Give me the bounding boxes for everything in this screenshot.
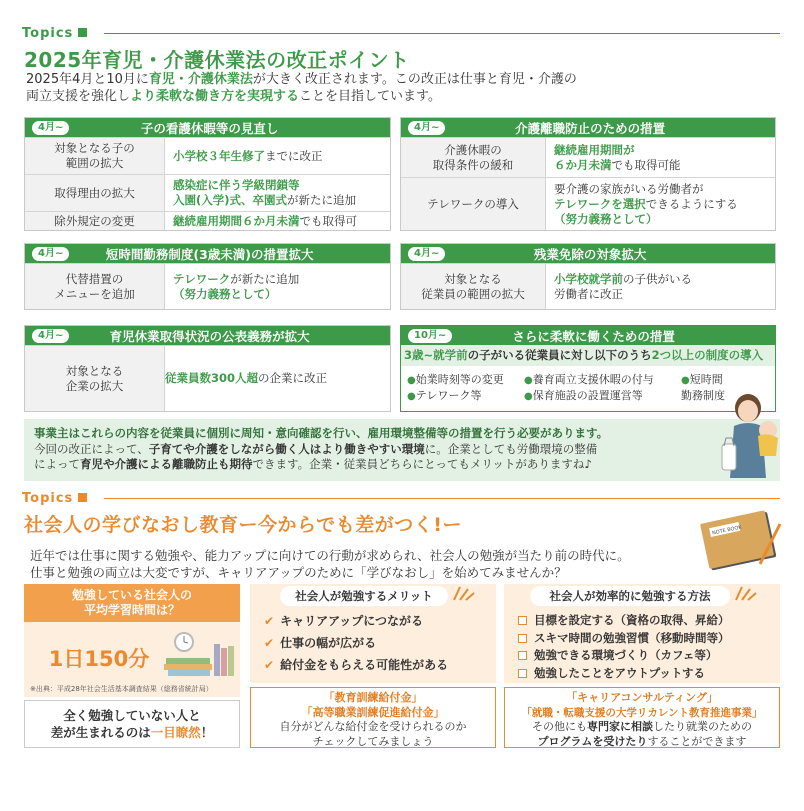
study-gap-box: 全く勉強していない人と 差が生まれるのは一目瞭然！ bbox=[24, 700, 240, 748]
table-row bbox=[401, 177, 775, 230]
subsidy-box: 「教育訓練給付金」 「高等職業訓練促進給付金」 自分がどんな給付金を受けられるのか チェックしてみましょう bbox=[250, 687, 496, 748]
row-label: テレワークの導入 bbox=[401, 178, 546, 230]
list-item: 目標を設定する（資格の取得、昇給） bbox=[518, 612, 730, 630]
intro-text: 近年では仕事に関する勉強や、能力アップに向けての行動が求められ、社会人の勉強が当たり前の時代に。 仕事と勉強の両立は大変ですが、キャリアアップのために「学びなおし」を始めてみませんか？ bbox=[30, 548, 630, 580]
divider bbox=[104, 33, 780, 34]
square-icon bbox=[78, 493, 87, 502]
intro-text: 2025年4月と10月に育児・介護休業法が大きく改正されます。この改正は仕事と育児・介護の 両立支援を強化しより柔軟な働き方を実現することを目指しています。 bbox=[26, 72, 577, 104]
table-row bbox=[25, 345, 390, 411]
methods-list bbox=[518, 612, 730, 682]
source-note: ※出典：平成28年社会生活基本調査結果（総務省統計局） bbox=[30, 685, 213, 693]
consulting-box: 「キャリアコンサルティング」 「就職・転職支援の大学リカレント教育推進事業」 その他にも専門家に相談したり就業のための プログラムを受けたりすることができます bbox=[504, 687, 780, 748]
month-badge: 4月~ bbox=[32, 329, 69, 343]
note-line: によって育児や介護による離職防止も期待できます。企業・従業員どちらにとってもメリットがありますね♪ bbox=[34, 457, 592, 471]
list-item: ●保育施設の設置運営等 bbox=[524, 389, 643, 402]
list-item: スキマ時間の勉強習慣（移動時間等） bbox=[518, 630, 730, 648]
row-label: 除外規定の変更 bbox=[25, 212, 165, 230]
row-label: 対象となる 従業員の範囲の拡大 bbox=[401, 264, 546, 309]
row-label: 取得理由の拡大 bbox=[25, 175, 165, 211]
list-item: ✔ 仕事の幅が広がる bbox=[264, 636, 377, 650]
list-item: ●始業時刻等の変更 bbox=[407, 373, 504, 386]
list-item: ✔ 給付金をもらえる可能性がある bbox=[264, 658, 449, 672]
note-line: 事業主はこれらの内容を従業員に個別に周知・意向確認を行い、雇用環境整備等の措置を行う必要があります。 bbox=[34, 426, 609, 440]
table-row bbox=[401, 137, 775, 177]
row-value: 小学校３年生修了までに改正 bbox=[173, 148, 323, 163]
note-line: 今回の改正によって、子育てや介護をしながら働く人はより働きやすい環境に。企業としても労働環境の整備 bbox=[34, 441, 598, 456]
box-title: 子の看護休暇等の見直し bbox=[140, 120, 279, 136]
row-value: 要介護の家族がいる労働者が テレワークを選択できるようにする （努力義務として） bbox=[554, 181, 738, 226]
employer-note bbox=[24, 419, 780, 481]
row-value: 従業員数300人超の企業に改正 bbox=[165, 371, 328, 385]
box-header bbox=[401, 326, 775, 345]
box-title: 育児休業取得状況の公表義務が拡大 bbox=[109, 328, 310, 344]
list-item: 勉強できる環境づくり（カフェ等） bbox=[518, 647, 730, 665]
square-icon bbox=[78, 28, 87, 37]
box-title: さらに柔軟に働くための措置 bbox=[512, 328, 675, 344]
box-title: 介護離職防止のための措置 bbox=[515, 120, 666, 136]
box-subheader: 3歳~就学前の子がいる従業員に対し以下のうち2つ以上の制度の導入 bbox=[401, 345, 775, 366]
notebook-label: NOTE BOOK bbox=[711, 524, 743, 537]
section-title: 社会人の学びなおし教育ー今からでも差がつく!ー bbox=[24, 514, 462, 536]
month-badge: 4月~ bbox=[32, 121, 69, 135]
row-label: 介護休暇の 取得条件の緩和 bbox=[401, 138, 546, 177]
box-disclosure-obligation bbox=[24, 325, 391, 412]
table-row bbox=[25, 137, 390, 174]
table-row bbox=[25, 174, 390, 211]
merits-header: 社会人が勉強するメリット bbox=[280, 586, 448, 606]
methods-header: 社会人が効率的に勉強する方法 bbox=[530, 586, 730, 606]
divider bbox=[104, 498, 780, 499]
list-item: ●養育両立支援休暇の付与 bbox=[524, 373, 654, 386]
month-badge: 10月~ bbox=[408, 329, 452, 343]
row-value: テレワークが新たに追加 （努力義務として） bbox=[173, 271, 300, 301]
box-header bbox=[25, 244, 390, 263]
list-item: ●短時間 勤務制度 bbox=[681, 373, 725, 402]
row-value: 継続雇用期間が ６か月未満でも取得可能 bbox=[554, 142, 681, 172]
box-child-nursing-leave bbox=[24, 117, 391, 231]
topics-label-2: Topics bbox=[22, 491, 87, 506]
list-item: ●テレワーク等 bbox=[407, 389, 482, 402]
row-value: 感染症に伴う学級閉鎖等 入園(入学)式、卒園式が新たに追加 bbox=[173, 178, 357, 207]
list-item: ✔ キャリアアップにつながる bbox=[264, 614, 423, 628]
books-clock-icon bbox=[160, 630, 238, 678]
table-row bbox=[401, 263, 775, 309]
box-short-time-work bbox=[24, 243, 391, 310]
row-value: 小学校就学前の子供がいる 労働者に改正 bbox=[554, 271, 692, 301]
box-overtime-exemption bbox=[400, 243, 776, 310]
box-header bbox=[25, 326, 390, 345]
table-row bbox=[25, 263, 390, 309]
box-header bbox=[401, 118, 775, 137]
month-badge: 4月~ bbox=[408, 121, 445, 135]
page-title: 2025年育児・介護休業法の改正ポイント bbox=[24, 48, 410, 72]
sparkle-icon bbox=[452, 584, 476, 602]
row-label: 対象となる 企業の拡大 bbox=[25, 346, 165, 411]
parent-with-baby-illustration bbox=[718, 386, 788, 482]
study-time-value: 1日150分 bbox=[48, 647, 150, 671]
table-row bbox=[25, 211, 390, 230]
box-header bbox=[401, 244, 775, 263]
box-header bbox=[25, 118, 390, 137]
list-item: 勉強したことをアウトプットする bbox=[518, 665, 730, 683]
box-title: 短時間勤務制度(3歳未満)の措置拡大 bbox=[105, 246, 314, 262]
row-label: 対象となる子の 範囲の拡大 bbox=[25, 138, 165, 174]
box-title: 残業免除の対象拡大 bbox=[533, 246, 647, 262]
topics-label-1: Topics bbox=[22, 26, 87, 41]
row-label: 代替措置の メニューを追加 bbox=[25, 264, 165, 309]
notebook-illustration bbox=[694, 506, 786, 572]
sparkle-icon bbox=[734, 584, 758, 602]
row-value: 継続雇用期間６か月未満でも取得可 bbox=[173, 213, 357, 228]
month-badge: 4月~ bbox=[32, 247, 69, 261]
merits-list bbox=[264, 610, 448, 676]
box-caregiving-measures bbox=[400, 117, 776, 231]
month-badge: 4月~ bbox=[408, 247, 445, 261]
study-time-header: 勉強している社会人の 平均学習時間は？ bbox=[24, 584, 240, 622]
